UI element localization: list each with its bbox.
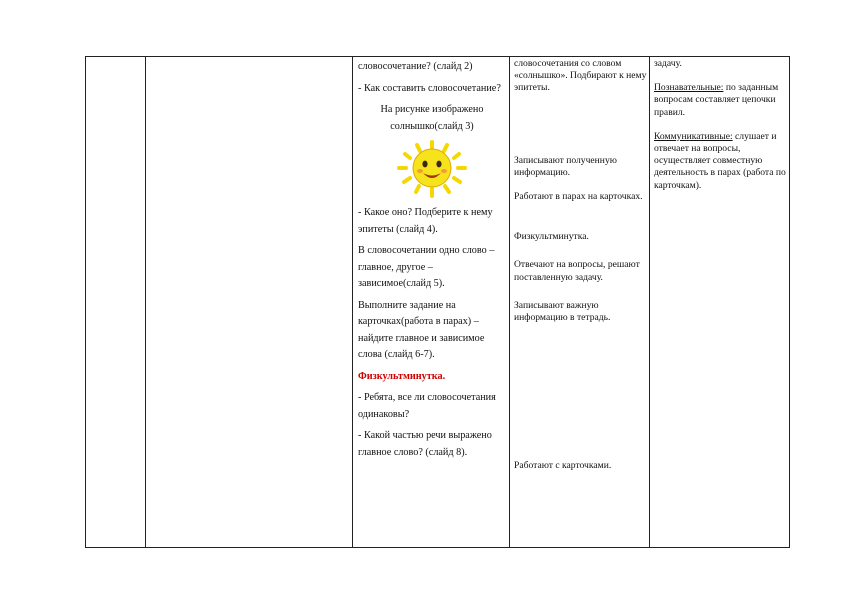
text-paragraph: Отвечают на вопросы, решают поставленную задачу. <box>514 259 640 283</box>
outcome-heading: Коммуникативные: <box>654 130 733 142</box>
text-paragraph: На рисунке изображено солнышко(слайд 3) <box>380 104 484 132</box>
lesson-plan-table <box>85 56 790 548</box>
sun-illustration <box>392 137 472 201</box>
outcome-text: слушает и отвечает на вопросы, осуществляет совместную деятельность в парах (работа по карточкам). <box>654 130 786 191</box>
text-paragraph: Записывают важную информацию в тетрадь. <box>514 299 611 324</box>
text-paragraph: словосочетания со словом «солнышко». Подбирают к нему эпитеты. <box>514 58 647 94</box>
text-paragraph: словосочетание? (слайд 2) <box>358 61 473 72</box>
student-activity-cell <box>510 57 650 472</box>
column-divider <box>145 57 146 547</box>
text-paragraph: Работают в парах на карточках. <box>514 191 643 203</box>
section-heading: Физкультминутка. <box>358 370 446 382</box>
text-paragraph: - Ребята, все ли словосочетания одинаковы? <box>358 392 496 420</box>
text-paragraph: Работают с карточками. <box>514 460 612 472</box>
text-paragraph: - Какое оно? Подберите к нему эпитеты (слайд 4). <box>358 207 493 235</box>
outcomes-cell <box>650 57 790 192</box>
teacher-activity-cell <box>353 57 510 466</box>
text-paragraph: Выполните задание на карточках(работа в парах) – найдите главное и зависимое слова (слайд 6-7). <box>358 299 485 360</box>
text-paragraph: В словосочетании одно слово – главное, другое – зависимое(слайд 5). <box>358 245 495 289</box>
outcome-text: по заданным вопросам составляет цепочки правил. <box>654 82 779 118</box>
text-paragraph: - Как составить словосочетание? <box>358 82 501 94</box>
text-paragraph: задачу. <box>654 58 682 69</box>
text-paragraph: - Какой частью речи выражено главное слово? (слайд 8). <box>358 430 492 458</box>
text-paragraph <box>654 82 787 119</box>
text-paragraph <box>654 131 787 192</box>
outcome-heading: Познавательные: <box>654 82 724 94</box>
text-paragraph: Физкультминутка. <box>514 231 589 243</box>
sun-face-icon <box>413 149 451 187</box>
text-paragraph: Записывают полученную информацию. <box>514 154 617 178</box>
